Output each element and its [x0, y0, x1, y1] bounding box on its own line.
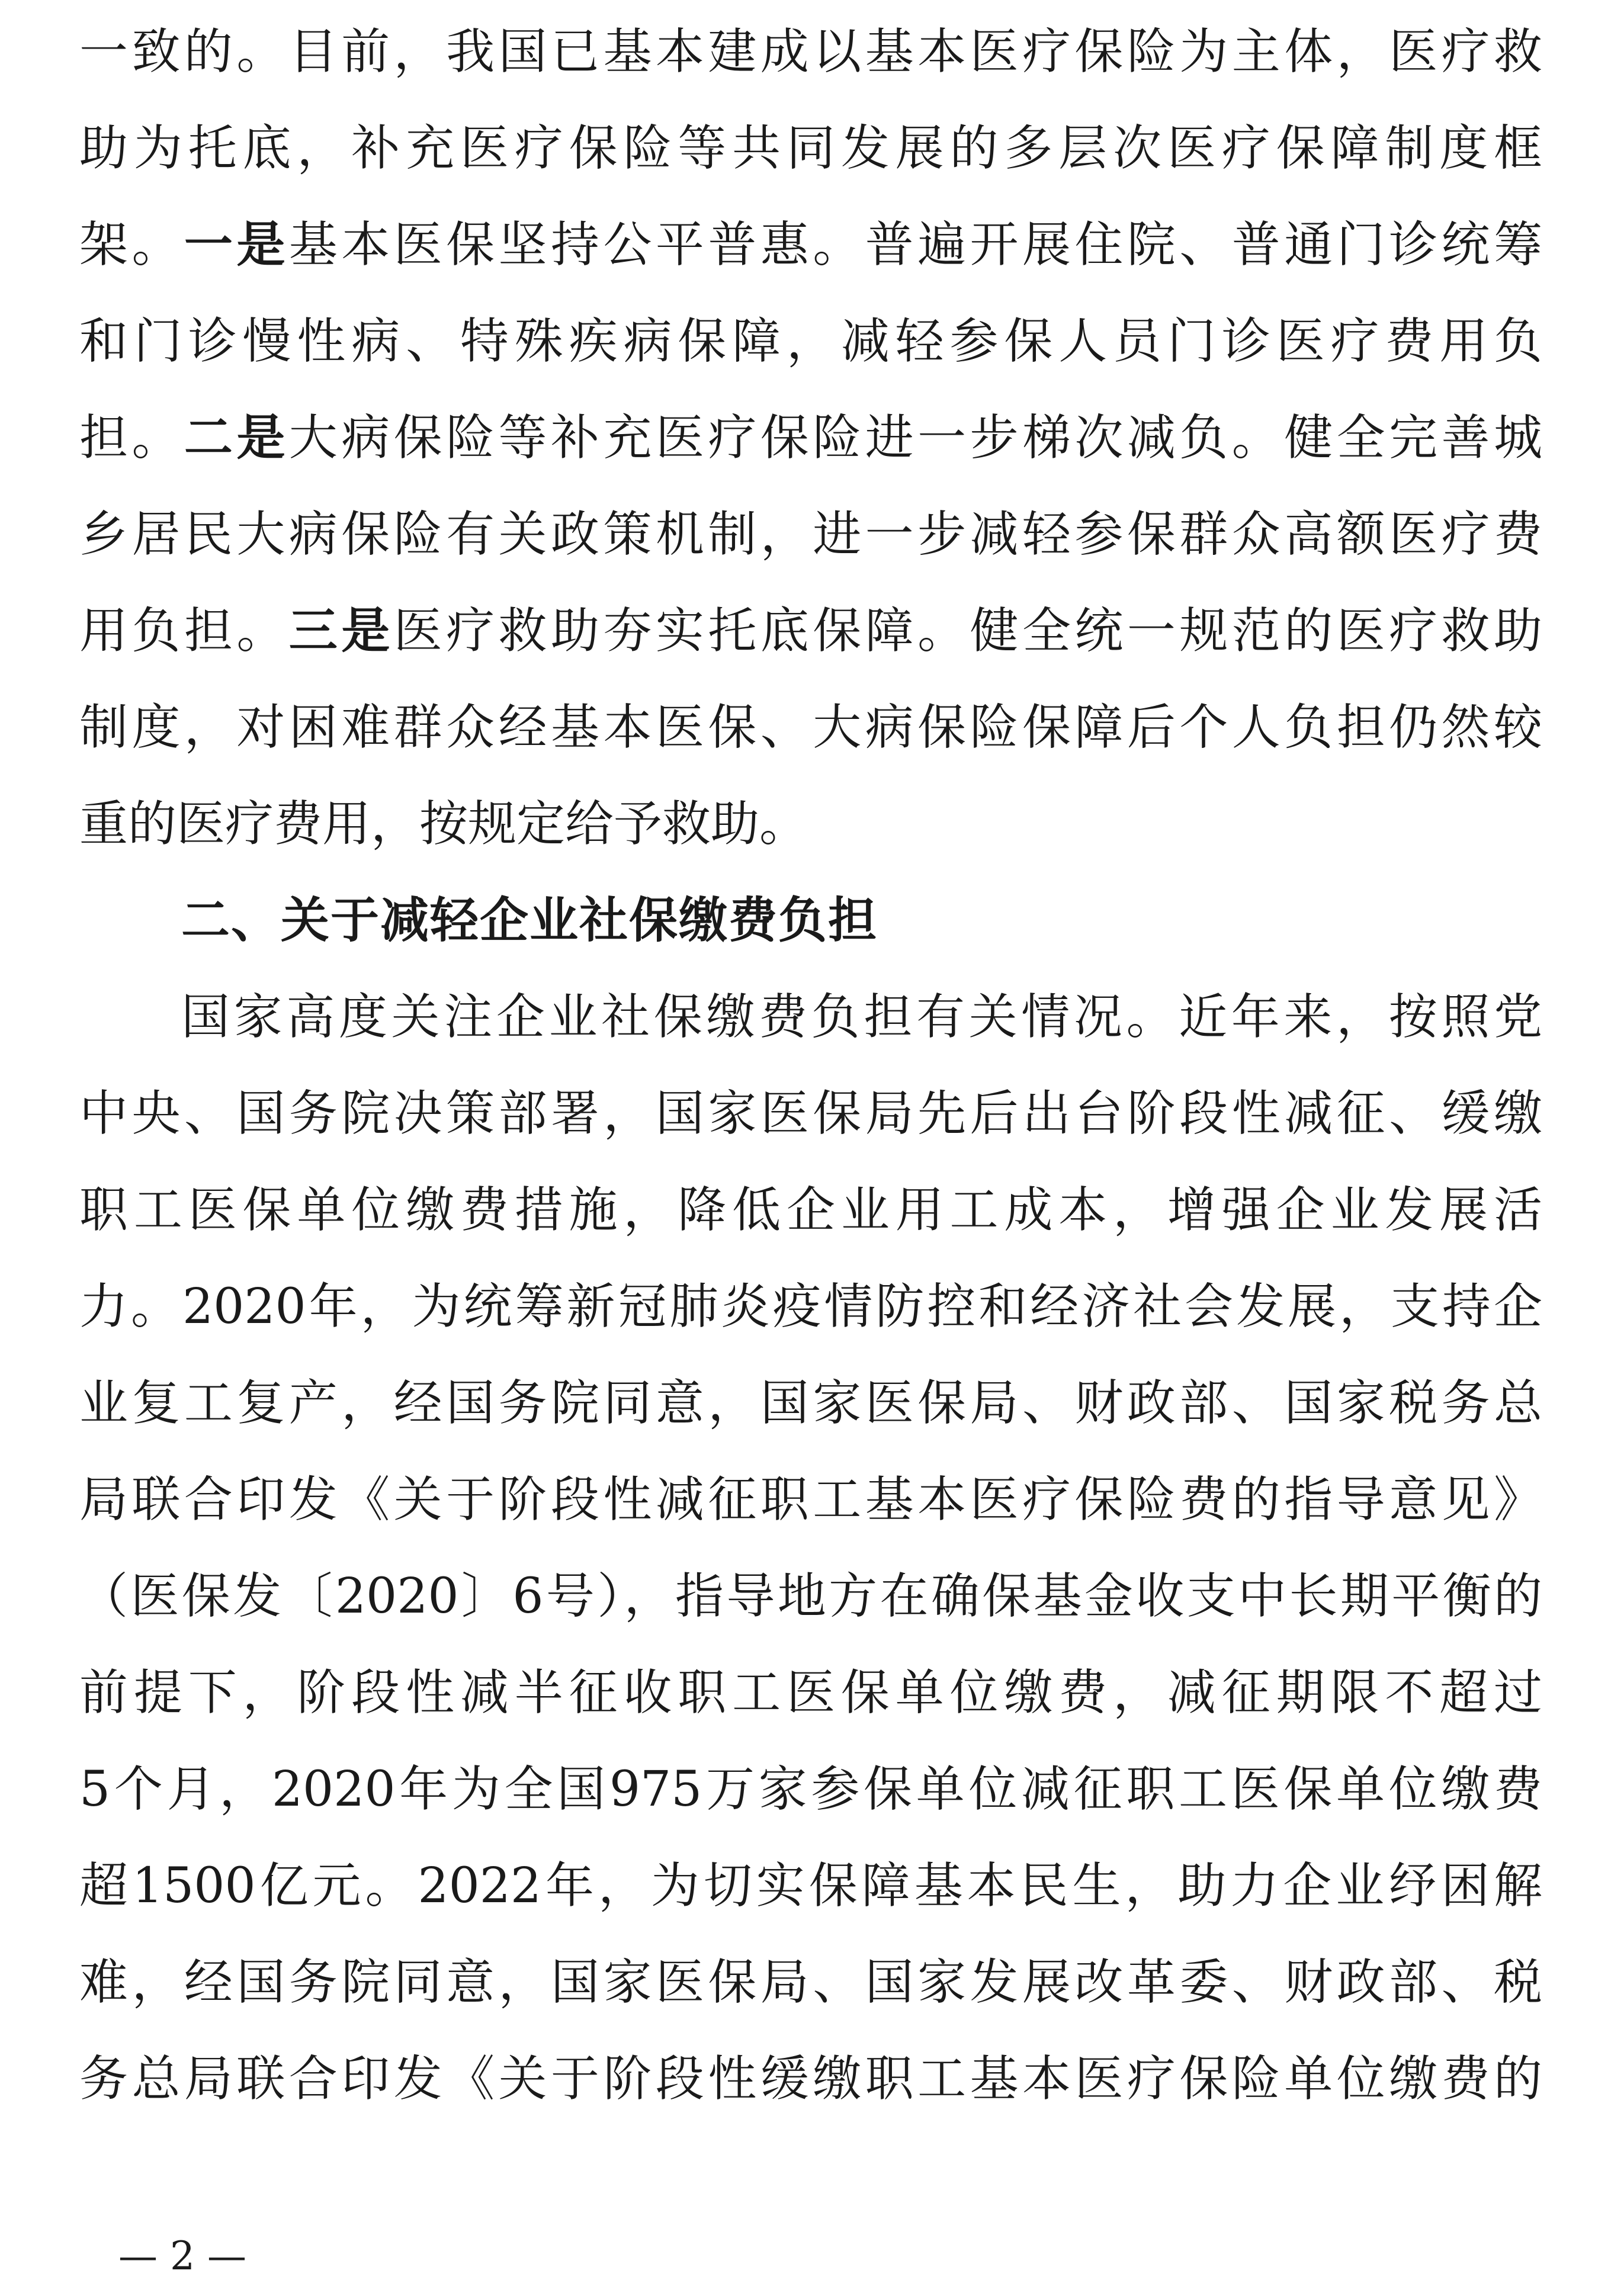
section-line-5: 业复工复产，经国务院同意，国家医保局、财政部、国家税务总: [79, 1375, 1542, 1431]
section-line-3: 职工医保单位缴费措施，降低企业用工成本，增强企业发展活: [79, 1182, 1542, 1238]
text-segment: 基本医保坚持公平普惠。普遍开展住院、普通门诊统筹: [288, 217, 1542, 273]
body-line-3: [79, 217, 1542, 274]
body-line-5: [79, 410, 1542, 467]
section-heading: 二、关于减轻企业社保缴费负担: [181, 892, 878, 949]
section-line-2: 中央、国务院决策部署，国家医保局先后出台阶段性减征、缓缴: [79, 1086, 1542, 1142]
body-line-9: 重的医疗费用，按规定给予救助。: [79, 796, 808, 852]
section-line-11: 难，经国务院同意，国家医保局、国家发展改革委、财政部、税: [79, 1954, 1542, 2011]
section-line-10: 超1500亿元。2022年，为切实保障基本民生，助力企业纾困解: [79, 1858, 1542, 1914]
body-line-6: 乡居民大病保险有关政策机制，进一步减轻参保群众高额医疗费: [79, 506, 1542, 563]
bold-emphasis-three: 三是: [288, 603, 394, 659]
text-segment: 架。: [79, 217, 184, 273]
page-number: — 2 —: [118, 2233, 246, 2279]
text-segment: 医疗救助夯实托底保障。健全统一规范的医疗救助: [393, 603, 1542, 659]
text-segment: 担。: [79, 410, 184, 466]
section-line-9: 5个月，2020年为全国975万家参保单位减征职工医保单位缴费: [79, 1761, 1542, 1817]
text-segment: 大病保险等补充医疗保险进一步梯次减负。健全完善城: [288, 410, 1542, 466]
bold-emphasis-two: 二是: [184, 410, 289, 466]
body-line-1: 一致的。目前，我国已基本建成以基本医疗保险为主体，医疗救: [79, 24, 1542, 80]
section-line-4: 力。2020年，为统筹新冠肺炎疫情防控和经济社会发展，支持企: [79, 1279, 1542, 1335]
section-line-7: （医保发〔2020〕6号），指导地方在确保基金收支中长期平衡的: [79, 1568, 1542, 1624]
body-line-7: [79, 603, 1542, 660]
section-line-12: 务总局联合印发《关于阶段性缓缴职工基本医疗保险单位缴费的: [79, 2051, 1542, 2107]
section-line-1: 国家高度关注企业社保缴费负担有关情况。近年来，按照党: [181, 989, 1542, 1045]
bold-emphasis-one: 一是: [184, 217, 289, 273]
body-line-4: 和门诊慢性病、特殊疾病保障，减轻参保人员门诊医疗费用负: [79, 313, 1542, 370]
text-segment: 用负担。: [79, 603, 289, 659]
body-line-2: 助为托底，补充医疗保险等共同发展的多层次医疗保障制度框: [79, 120, 1542, 176]
section-line-6: 局联合印发《关于阶段性减征职工基本医疗保险费的指导意见》: [79, 1472, 1542, 1528]
section-line-8: 前提下，阶段性减半征收职工医保单位缴费，减征期限不超过: [79, 1665, 1542, 1721]
body-line-8: 制度，对困难群众经基本医保、大病保险保障后个人负担仍然较: [79, 699, 1542, 756]
